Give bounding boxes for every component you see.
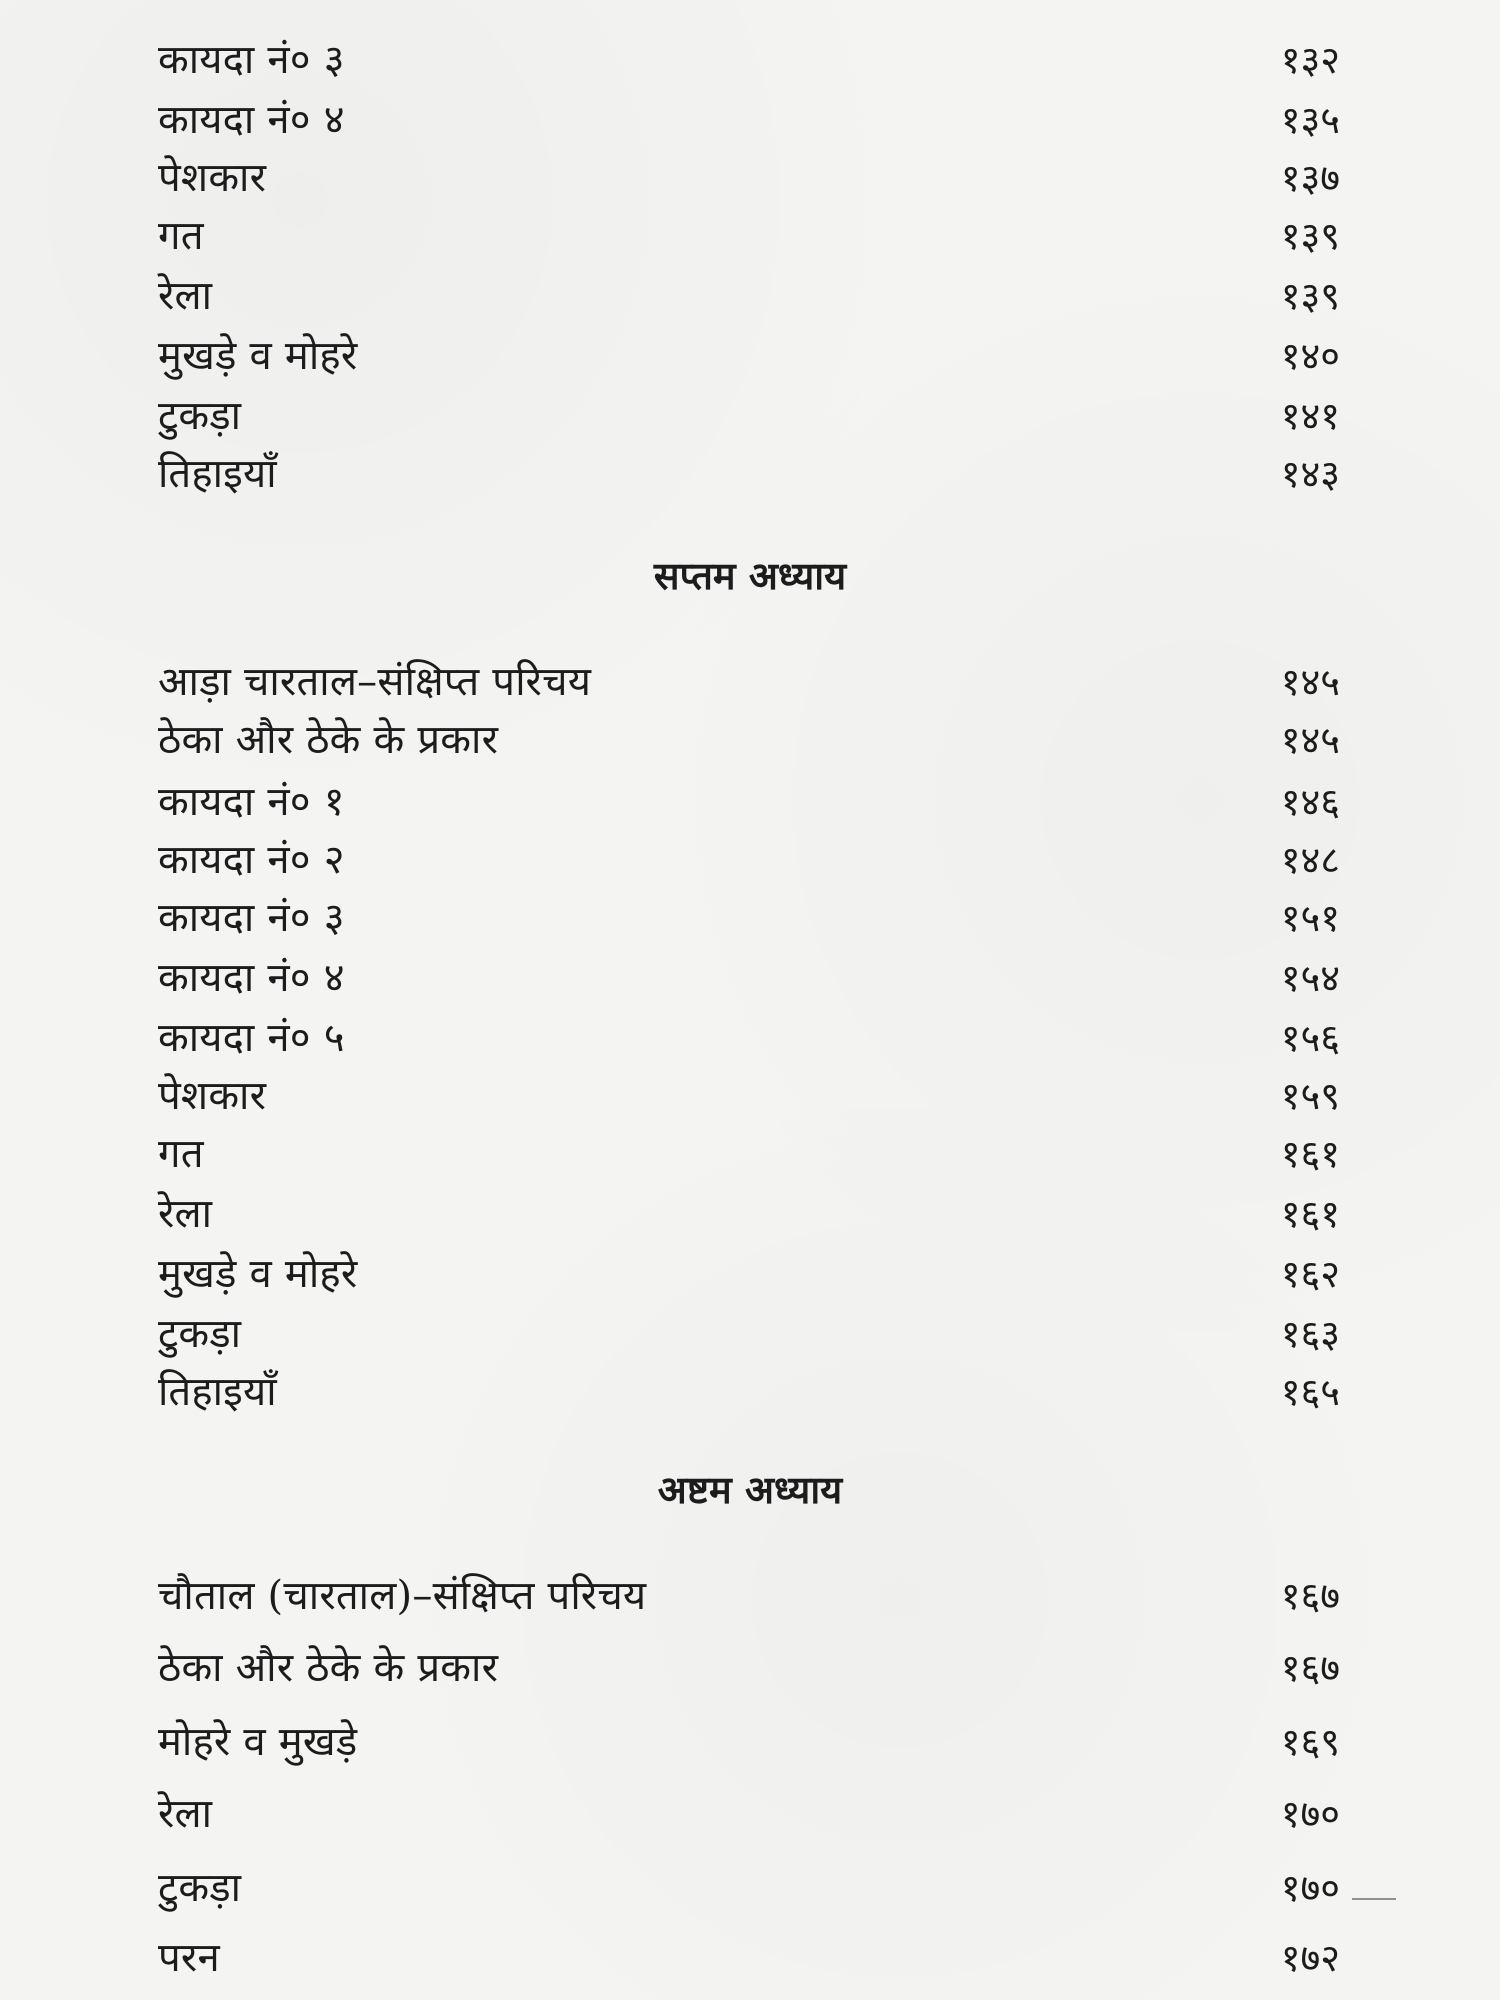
toc-entry-title: कायदा नं० ५ bbox=[158, 1015, 345, 1061]
toc-entry-title: ठेका और ठेके के प्रकार bbox=[158, 717, 499, 763]
toc-entry-title: कायदा नं० २ bbox=[158, 837, 345, 883]
toc-entry-title: टुकड़ा bbox=[158, 1311, 242, 1357]
toc-entry-page: १६१ bbox=[1280, 1132, 1340, 1176]
toc-entry-title: कायदा नं० ३ bbox=[158, 895, 345, 941]
toc-entry-title: कायदा नं० ४ bbox=[158, 955, 345, 1001]
toc-entry-page: १४३ bbox=[1280, 452, 1340, 496]
toc-entry bbox=[0, 268, 1500, 324]
toc-entry-page: १७० bbox=[1280, 1866, 1340, 1910]
toc-entry-page: १४८ bbox=[1280, 838, 1340, 882]
toc-entry-title: मुखड़े व मोहरे bbox=[158, 333, 358, 379]
toc-entry-title: कायदा नं० ४ bbox=[158, 97, 345, 143]
toc-entry bbox=[0, 92, 1500, 148]
toc-entry-title: चौताल (चारताल)–संक्षिप्त परिचय bbox=[158, 1573, 647, 1619]
toc-entry-title: गत bbox=[158, 213, 204, 259]
toc-entry-page: १३७ bbox=[1280, 156, 1340, 200]
toc-entry bbox=[0, 1306, 1500, 1362]
toc-entry-title: तिहाइयाँ bbox=[158, 1369, 277, 1415]
toc-entry-page: १३२ bbox=[1280, 38, 1340, 82]
toc-entry-page: १५४ bbox=[1280, 956, 1340, 1000]
toc-entry-page: १६५ bbox=[1280, 1370, 1340, 1414]
toc-entry-title: ठेका और ठेके के प्रकार bbox=[158, 1645, 499, 1691]
toc-entry-page: १३९ bbox=[1280, 214, 1340, 258]
toc-entry-title: रेला bbox=[158, 1791, 213, 1837]
chapter-heading: अष्टम अध्याय bbox=[657, 1467, 843, 1512]
toc-entry-title: पेशकार bbox=[158, 1073, 267, 1119]
toc-entry bbox=[0, 1126, 1500, 1182]
toc-entry bbox=[0, 1568, 1500, 1624]
toc-entry bbox=[0, 328, 1500, 384]
toc-entry bbox=[0, 1364, 1500, 1420]
toc-entry-page: १४५ bbox=[1280, 718, 1340, 762]
toc-entry-page: १६३ bbox=[1280, 1312, 1340, 1356]
toc-entry bbox=[0, 1640, 1500, 1696]
toc-entry bbox=[0, 1860, 1500, 1916]
toc-entry-title: मुखड़े व मोहरे bbox=[158, 1251, 358, 1297]
toc-entry-title: मोहरे व मुखड़े bbox=[158, 1719, 358, 1765]
toc-entry-page: १४१ bbox=[1280, 394, 1340, 438]
toc-entry-page: १६७ bbox=[1280, 1646, 1340, 1690]
toc-entry-page: १३९ bbox=[1280, 274, 1340, 318]
toc-entry bbox=[0, 32, 1500, 88]
toc-entry-title: तिहाइयाँ bbox=[158, 451, 277, 497]
toc-entry-title: कायदा नं० ३ bbox=[158, 37, 345, 83]
toc-entry bbox=[0, 1068, 1500, 1124]
toc-entry-page: १३५ bbox=[1280, 98, 1340, 142]
toc-entry-title: रेला bbox=[158, 273, 213, 319]
toc-entry-page: १५६ bbox=[1280, 1016, 1340, 1060]
toc-entry bbox=[0, 150, 1500, 206]
toc-entry-title: आड़ा चारताल–संक्षिप्त परिचय bbox=[158, 659, 592, 705]
toc-entry-page: १७२ bbox=[1280, 1936, 1340, 1980]
toc-entry bbox=[0, 1714, 1500, 1770]
toc-entry-title: पेशकार bbox=[158, 155, 267, 201]
toc-entry-title: टुकड़ा bbox=[158, 393, 242, 439]
toc-entry-title: कायदा नं० १ bbox=[158, 779, 345, 825]
toc-entry-page: १६९ bbox=[1280, 1720, 1340, 1764]
toc-entry bbox=[0, 1186, 1500, 1242]
toc-entry-title: परन bbox=[158, 1935, 220, 1981]
toc-entry bbox=[0, 388, 1500, 444]
toc-entry bbox=[0, 832, 1500, 888]
toc-entry bbox=[0, 712, 1500, 768]
toc-entry bbox=[0, 1930, 1500, 1986]
toc-entry-title: टुकड़ा bbox=[158, 1865, 242, 1911]
toc-entry-page: १६२ bbox=[1280, 1252, 1340, 1296]
toc-entry-page: १६७ bbox=[1280, 1574, 1340, 1618]
toc-entry-page: १४६ bbox=[1280, 780, 1340, 824]
toc-entry-page: १५९ bbox=[1280, 1074, 1340, 1118]
toc-entry bbox=[0, 446, 1500, 502]
toc-entry-page: १४० bbox=[1280, 334, 1340, 378]
toc-entry-page: १५१ bbox=[1280, 896, 1340, 940]
toc-entry-page: १४५ bbox=[1280, 660, 1340, 704]
toc-entry bbox=[0, 890, 1500, 946]
toc-entry bbox=[0, 1246, 1500, 1302]
toc-entry-page: १६१ bbox=[1280, 1192, 1340, 1236]
pencil-dash-mark bbox=[1352, 1898, 1396, 1900]
toc-entry bbox=[0, 774, 1500, 830]
chapter-heading: सप्तम अध्याय bbox=[653, 553, 847, 598]
toc-entry bbox=[0, 1010, 1500, 1066]
toc-entry-title: रेला bbox=[158, 1191, 213, 1237]
toc-entry bbox=[0, 208, 1500, 264]
toc-entry-page: १७० bbox=[1280, 1792, 1340, 1836]
toc-entry-title: गत bbox=[158, 1131, 204, 1177]
toc-entry bbox=[0, 950, 1500, 1006]
toc-entry bbox=[0, 654, 1500, 710]
toc-entry bbox=[0, 1786, 1500, 1842]
